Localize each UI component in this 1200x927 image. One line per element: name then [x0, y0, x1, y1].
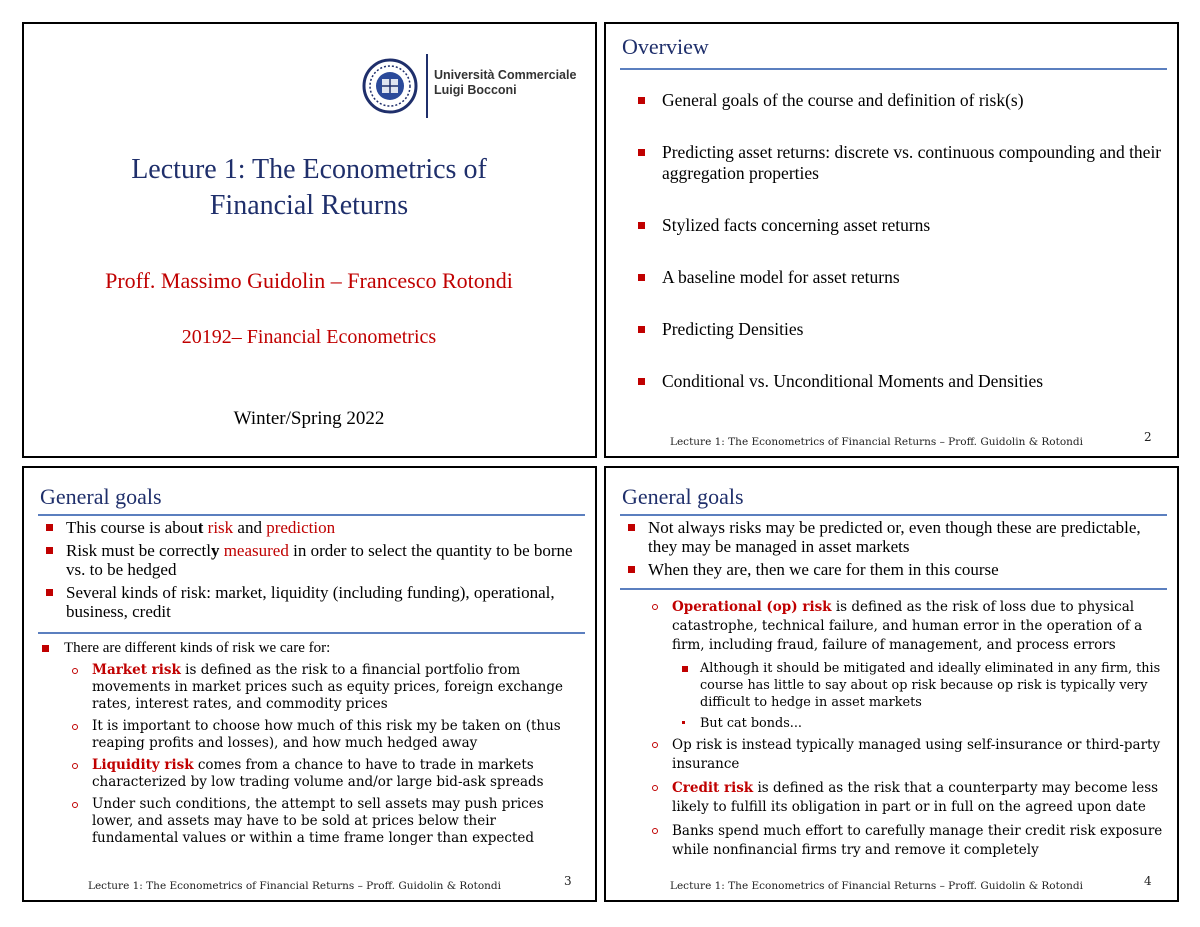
keyword-measured: measured — [223, 541, 289, 560]
summary-list — [622, 518, 1167, 583]
list-item — [626, 215, 1166, 236]
square-bullet-icon — [638, 274, 645, 281]
heading-rule — [620, 514, 1167, 516]
text: It is important to choose how much of this risk my be taken on (thus reaping profits and losses), and how much hedged away — [92, 718, 561, 751]
circle-bullet-icon — [72, 724, 78, 730]
circle-bullet-icon — [72, 668, 78, 674]
slide-1-title — [22, 22, 597, 458]
text: Under such conditions, the attempt to sell assets may push prices lower, and assets may have to be sold at prices below their fundamental values or within a time frame longer than expected — [92, 796, 544, 846]
section-rule — [38, 632, 585, 634]
slide-heading: Overview — [622, 34, 709, 59]
list-item-text: Conditional vs. Unconditional Moments and Densities — [662, 371, 1044, 391]
square-bullet-icon — [638, 378, 645, 385]
page-number: 4 — [1144, 874, 1152, 888]
logo-line-1: Università Commerciale — [434, 68, 577, 82]
logo-text — [434, 68, 576, 98]
square-bullet-icon — [628, 524, 635, 531]
text: is defined as the risk of loss due to physical catastrophe, technical failure, and human error in the operation of a firm, including fraud, failure of management, and process errors — [672, 599, 1143, 653]
page-number: 2 — [1144, 430, 1152, 444]
risk-types-list — [622, 598, 1167, 865]
list-item-text: Stylized facts concerning asset returns — [662, 215, 931, 235]
bocconi-logo — [362, 54, 592, 118]
list-item — [40, 662, 585, 713]
text: There are different kinds of risk we care for: — [64, 640, 331, 656]
list-item — [626, 319, 1166, 340]
slide-4-general-goals — [604, 466, 1179, 902]
list-item — [40, 757, 585, 791]
text: t — [197, 518, 204, 537]
list-item — [40, 583, 585, 621]
circle-bullet-icon — [652, 604, 658, 610]
square-bullet-icon — [638, 222, 645, 229]
list-item — [626, 142, 1166, 184]
keyword-risk: risk — [207, 518, 234, 537]
section-rule — [620, 588, 1167, 590]
list-item — [622, 660, 1167, 711]
square-bullet-icon — [682, 666, 688, 672]
circle-bullet-icon — [72, 802, 78, 808]
list-item — [626, 267, 1166, 288]
list-item — [622, 822, 1167, 860]
logo-line-2: Luigi Bocconi — [434, 83, 517, 97]
list-item — [626, 371, 1166, 392]
lecture-title — [44, 152, 574, 224]
list-item-text: Predicting Densities — [662, 319, 804, 339]
text: and — [233, 518, 267, 537]
text: Not always risks may be predicted or, even though these are predictable, they may be managed in asset markets — [648, 518, 1141, 556]
dot-bullet-icon — [682, 721, 685, 724]
text: This course is abou — [66, 518, 198, 537]
text: is defined as the risk to a financial portfolio from movements in market prices such as equity prices, foreign exchange rates, interest rates, and commodity prices — [92, 662, 563, 712]
list-item — [40, 796, 585, 847]
slide-footer: Lecture 1: The Econometrics of Financial Returns – Proff. Guidolin & Rotondi — [670, 436, 1084, 448]
logo-divider — [426, 54, 428, 118]
circle-bullet-icon — [652, 785, 658, 791]
square-bullet-icon — [46, 524, 53, 531]
circle-bullet-icon — [652, 742, 658, 748]
authors: Proff. Massimo Guidolin – Francesco Rotondi — [105, 268, 513, 293]
page-number: 3 — [564, 874, 572, 888]
list-item — [622, 598, 1167, 655]
summary-list — [40, 518, 585, 625]
heading-rule — [38, 514, 585, 516]
lecture-title-line-1: Lecture 1: The Econometrics of — [131, 154, 487, 185]
overview-list — [626, 90, 1166, 423]
list-item — [40, 518, 585, 537]
square-bullet-icon — [42, 645, 49, 652]
keyword-prediction: prediction — [266, 518, 336, 537]
course-name: 20192– Financial Econometrics — [181, 326, 437, 348]
list-item-text: A baseline model for asset returns — [662, 267, 900, 287]
text: Several kinds of risk: market, liquidity (including funding), operational, business, credit — [66, 583, 555, 621]
risk-types-list — [40, 640, 585, 852]
text: Although it should be mitigated and ideally eliminated in any firm, this course has little to say about op risk because op risk is typically very difficult to hedge in asset markets — [700, 661, 1161, 710]
slide-footer: Lecture 1: The Econometrics of Financial Returns – Proff. Guidolin & Rotondi — [88, 880, 502, 892]
list-item — [622, 560, 1167, 579]
list-item-text: General goals of the course and definition of risk(s) — [662, 90, 1024, 110]
circle-bullet-icon — [72, 763, 78, 769]
circle-bullet-icon — [652, 828, 658, 834]
text: When they are, then we care for them in this course — [648, 560, 999, 579]
list-item — [40, 718, 585, 752]
text: is defined as the risk that a counterparty may become less likely to fulfill its obligation in part or in full on the agreed upon date — [672, 780, 1159, 815]
heading-rule — [620, 68, 1167, 70]
square-bullet-icon — [46, 589, 53, 596]
text: Op risk is instead typically managed using self-insurance or third-party insurance — [672, 737, 1161, 772]
square-bullet-icon — [638, 149, 645, 156]
text: Risk must be correctl — [66, 541, 211, 560]
list-item — [622, 736, 1167, 774]
slide-3-general-goals — [22, 466, 597, 902]
square-bullet-icon — [628, 566, 635, 573]
keyword-liquidity-risk: Liquidity risk — [92, 757, 194, 773]
text: Banks spend much effort to carefully manage their credit risk exposure while nonfinancial firms try and remove it completely — [672, 823, 1163, 858]
slide-heading: General goals — [40, 484, 162, 509]
text: y — [210, 541, 220, 560]
text: But cat bonds... — [700, 716, 802, 731]
list-item — [622, 779, 1167, 817]
slide-2-overview — [604, 22, 1179, 458]
text: comes from a chance to have to trade in markets characterized by low trading volume and/or large bid-ask spreads — [92, 757, 544, 790]
list-item — [622, 715, 1167, 732]
list-item-text: Predicting asset returns: discrete vs. continuous compounding and their aggregation properties — [662, 142, 1162, 183]
square-bullet-icon — [638, 326, 645, 333]
keyword-credit-risk: Credit risk — [672, 780, 754, 796]
slide-heading: General goals — [622, 484, 744, 509]
text: in order to select the quantity to be borne vs. to be hedged — [66, 541, 573, 579]
keyword-market-risk: Market risk — [92, 662, 181, 678]
list-item — [622, 518, 1167, 556]
list-item — [626, 90, 1166, 111]
list-item — [40, 541, 585, 579]
university-seal-icon — [362, 58, 418, 114]
square-bullet-icon — [638, 97, 645, 104]
term-date: Winter/Spring 2022 — [233, 408, 385, 429]
list-item — [40, 640, 585, 657]
keyword-operational-risk: Operational (op) risk — [672, 599, 832, 615]
slide-footer: Lecture 1: The Econometrics of Financial Returns – Proff. Guidolin & Rotondi — [670, 880, 1084, 892]
lecture-title-line-2: Financial Returns — [209, 190, 409, 221]
square-bullet-icon — [46, 547, 53, 554]
